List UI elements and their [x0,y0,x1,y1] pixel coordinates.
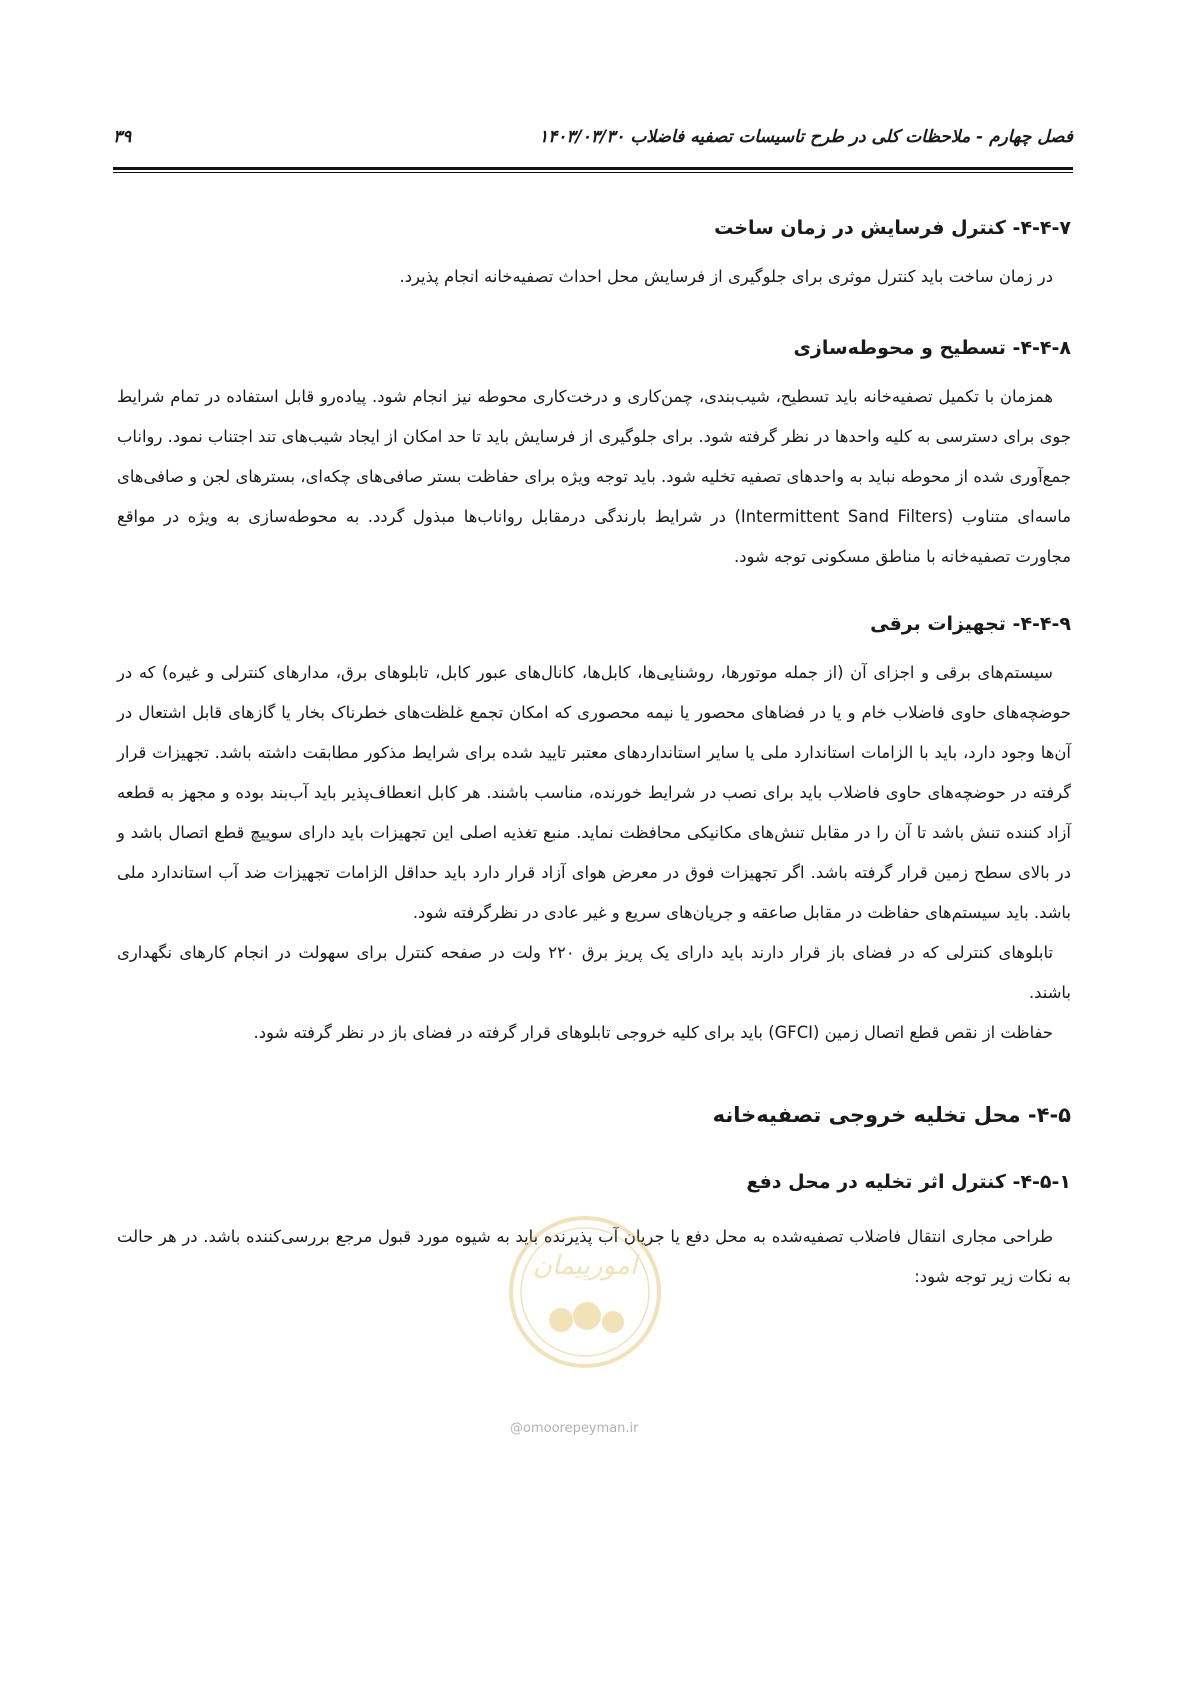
page-header [113,127,1073,163]
section-heading-erosion-control: ۴-۴-۷- کنترل فرسایش در زمان ساخت [714,217,1071,239]
page-body [117,213,1071,1297]
paragraph-electrical-3: حفاظت از نقص قطع اتصال زمین (GFCI) باید برای کلیه خروجی تابلوهای قرار گرفته در فضای باز در نظر گرفته شود. [253,1023,1053,1042]
watermark-logo [505,1212,665,1372]
running-title: فصل چهارم - ملاحظات کلی در طرح تاسیسات تصفیه فاضلاب ۱۴۰۳/۰۳/۳۰ [539,127,1073,147]
paragraph-discharge-effect: طراحی مجاری انتقال فاضلاب تصفیه‌شده به محل دفع یا جریان آب پذیرنده باید به شیوه مورد قبول مرجع بررسی‌کننده باشد. در هر حالت به نکات زیر توجه شود: [117,1227,1071,1286]
paragraph-erosion-control: در زمان ساخت باید کنترل موثری برای جلوگیری از فرسایش محل احداث تصفیه‌خانه انجام پذیرد. [399,267,1053,286]
watermark-site-text: @omoorepeyman.ir [510,1421,639,1436]
section-heading-electrical: ۴-۴-۹- تجهیزات برقی [870,613,1071,635]
watermark-ring-inner [521,1228,649,1356]
section-heading-outfall: ۴-۵- محل تخلیه خروجی تصفیه‌خانه [712,1103,1071,1127]
header-rule-thick [113,167,1073,170]
watermark-logo-text: امورپیمان [532,1251,638,1281]
watermark-gear-icon [602,1311,624,1333]
watermark-gear-icon [549,1308,573,1332]
watermark-ring [511,1218,659,1366]
section-heading-landscaping: ۴-۴-۸- تسطیح و محوطه‌سازی [793,337,1071,359]
watermark-gear-icon [573,1302,601,1330]
paragraph-landscaping: همزمان با تکمیل تصفیه‌خانه باید تسطیح، شیب‌بندی، چمن‌کاری و درخت‌کاری محوطه نیز انجام شود. پیاده‌رو قابل استفاده در تمام شرایط جوی برای دسترسی به کلیه واحدها در نظر گرفته شود. برای جلوگیری از فرسایش باید تا حد امکان از ایجاد شیب‌های تند اجتناب نمود. رواناب جمع‌آوری شده از محوطه نباید به واحدهای تصفیه تخلیه شود. باید توجه ویژه برای حفاظت بستر صافی‌های چکه‌ای، بسترهای لجن و صافی‌های ماسه‌ای متناوب (Intermittent Sand Filters) در شرایط بارندگی درمقابل رواناب‌ها مبذول گردد. به محوطه‌سازی به ویژه در مواقع مجاورت تصفیه‌خانه با مناطق مسکونی توجه شود. [116,387,1071,566]
paragraph-electrical-1: سیستم‌های برقی و اجزای آن (از جمله موتورها، روشنایی‌ها، کابل‌ها، کانال‌های عبور کابل، تابلوهای برق، مدارهای کنترلی و غیره) که در حوضچه‌های حاوی فاضلاب خام و یا در فضاهای محصور یا نیمه محصوری که امکان تجمع غلظت‌های خطرناک بخار یا گازهای قابل اشتعال در آن‌ها وجود دارد، باید با الزامات استاندارد ملی یا سایر استانداردهای معتبر تایید شده برای شرایط مذکور مطابقت داشته باشد. تجهیزات قرار گرفته در حوضچه‌های حاوی فاضلاب باید برای نصب در شرایط خورنده، مناسب باشند. هر کابل انعطاف‌پذیر باید آب‌بند بوده و مجهز به قطعه آزاد کننده تنش باشد تا آن را در مقابل تنش‌های مکانیکی محافظت نماید. منبع تغذیه اصلی این تجهیزات باید دارای سوییچ قطع اتصال باشد و در بالای سطح زمین قرار گرفته باشد. اگر تجهیزات فوق در معرض هوای آزاد قرار دارد باید حداقل الزامات تجهیزات ضد آب استاندارد ملی باشد. باید سیستم‌های حفاظت در مقابل صاعقه و جریان‌های سریع و غیر عادی در نظرگرفته شود. [117,663,1071,922]
page-number: ۳۹ [113,127,132,147]
header-rule-thin [113,172,1073,173]
section-heading-discharge-effect: ۴-۵-۱- کنترل اثر تخلیه در محل دفع [746,1171,1071,1193]
paragraph-electrical-2: تابلوهای کنترلی که در فضای باز قرار دارند باید دارای یک پریز برق ۲۲۰ ولت در صفحه کنترل برای سهولت در انجام کارهای نگهداری باشند. [117,943,1071,1002]
